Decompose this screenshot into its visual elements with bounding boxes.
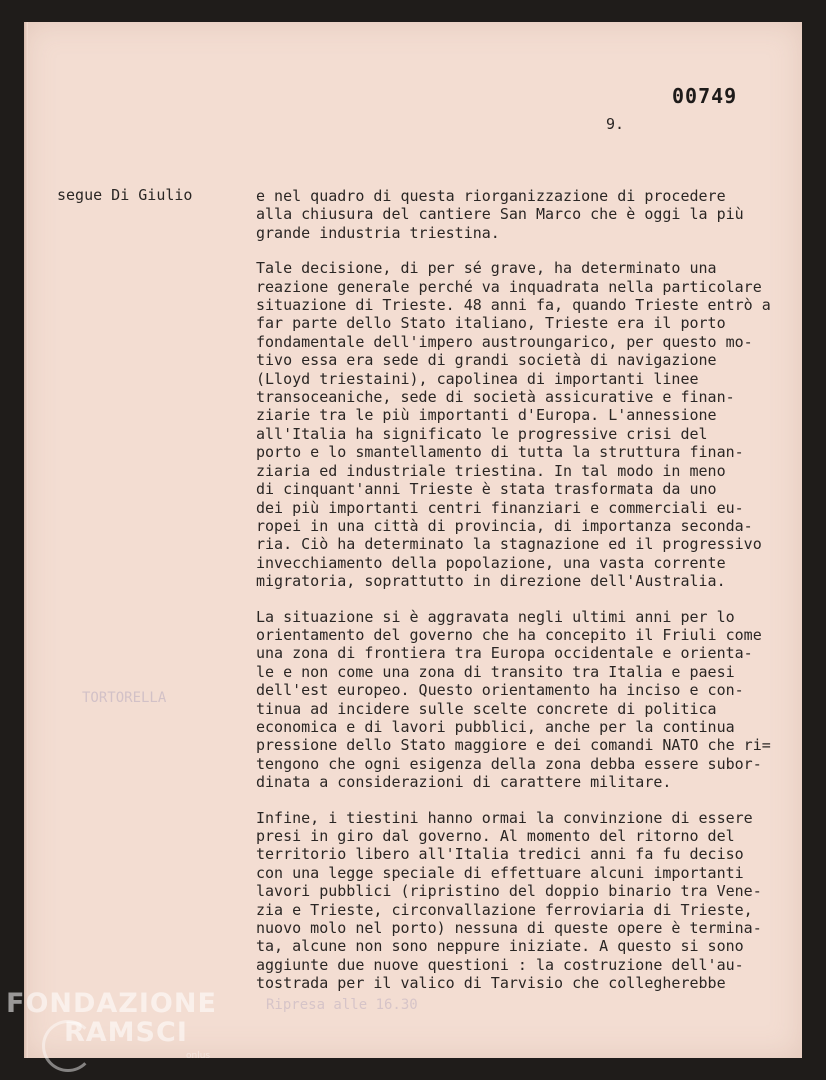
text-line: reazione generale perché va inquadrata nella particolare <box>256 277 762 296</box>
text-line: fondamentale dell'impero austroungarico, per questo mo- <box>256 332 753 351</box>
speaker-label: segue Di Giulio <box>57 186 193 204</box>
text-line: alla chiusura del cantiere San Marco che è oggi la più <box>256 205 744 224</box>
document-number: 00749 <box>672 84 738 108</box>
text-line: migratoria, soprattutto in direzione dell'Australia. <box>256 572 726 591</box>
text-line: aggiunte due nuove questioni : la costruzione dell'au- <box>256 955 744 974</box>
paragraph <box>256 809 816 993</box>
text-line: situazione di Trieste. 48 anni fa, quando Trieste entrò a <box>256 296 771 315</box>
text-line: La situazione si è aggravata negli ultimi anni per lo <box>256 607 735 626</box>
text-line: tostrada per il valico di Tarvisio che collegherebbe <box>256 974 726 993</box>
text-line: presi in giro dal governo. Al momento del ritorno del <box>256 827 735 845</box>
text-line: le e non come una zona di transito tra Italia e paesi <box>256 662 735 681</box>
text-line: ta, alcune non sono neppure iniziate. A questo si sono <box>256 937 744 956</box>
text-line: dinata a considerazioni di carattere militare. <box>256 773 672 792</box>
text-line: ziarie tra le più importanti d'Europa. L'annessione <box>256 406 717 425</box>
text-line: Tale decisione, di per sé grave, ha determinato una <box>256 259 717 278</box>
page-number: 9. <box>606 115 625 133</box>
text-line: una zona di frontiera tra Europa occidentale e orienta- <box>256 644 753 663</box>
paper-edge <box>24 22 28 1058</box>
watermark-g-icon <box>42 1020 94 1072</box>
text-line: tinua ad incidere sulle scelte concrete di politica <box>256 699 717 718</box>
text-line: tengono che ogni esigenza della zona debba essere subor- <box>256 754 762 773</box>
text-line: (Lloyd triestaini), capolinea di importanti linee <box>256 369 699 388</box>
text-line: ziaria ed industriale triestina. In tal modo in meno <box>256 461 726 480</box>
text-line: transoceaniche, sede di società assicurative e finan- <box>256 388 735 407</box>
faint-footer-note: Ripresa alle 16.30 <box>266 997 418 1013</box>
text-line: dell'est europeo. Questo orientamento ha inciso e con- <box>256 681 744 700</box>
text-line: invecchiamento della popolazione, una vasta corrente <box>256 553 726 572</box>
text-line: ria. Ciò ha determinato la stagnazione ed il progressivo <box>256 535 762 554</box>
text-line: Infine, i tiestini hanno ormai la convinzione di essere <box>256 808 753 827</box>
text-line: e nel quadro di questa riorganizzazione di procedere <box>256 187 726 205</box>
text-line: dei più importanti centri finanziari e commerciali eu- <box>256 498 744 517</box>
text-line: nuovo molo nel porto) nessuna di queste opere è termina- <box>256 919 762 938</box>
text-line: lavori pubblici (ripristino del doppio binario tra Vene- <box>256 882 762 901</box>
paragraph <box>256 259 816 590</box>
text-line: zia e Trieste, circonvallazione ferroviaria di Trieste, <box>256 900 753 919</box>
faint-margin-name: TORTORELLA <box>82 690 167 706</box>
text-line: grande industria triestina. <box>256 223 500 242</box>
watermark-line-1: FONDAZIONE <box>6 988 217 1019</box>
paragraph <box>256 187 816 242</box>
watermark-small: onlus <box>186 1051 211 1061</box>
text-line: tivo essa era sede di grandi società di navigazione <box>256 351 717 370</box>
text-line: pressione dello Stato maggiore e dei comandi NATO che ri= <box>256 736 771 755</box>
transcript-body <box>256 187 816 1010</box>
text-line: porto e lo smantellamento di tutta la struttura finan- <box>256 443 744 462</box>
text-line: territorio libero all'Italia tredici anni fa fu deciso <box>256 845 744 864</box>
paragraph <box>256 608 816 792</box>
text-line: far parte dello Stato italiano, Trieste era il porto <box>256 314 726 333</box>
watermark-logo <box>6 988 217 1061</box>
text-line: ropei in una città di provincia, di importanza seconda- <box>256 516 753 535</box>
watermark-line-2: RAMSCI <box>64 1017 188 1048</box>
text-line: all'Italia ha significato le progressive crisi del <box>256 424 708 443</box>
text-line: orientamento del governo che ha concepito il Friuli come <box>256 625 762 644</box>
text-line: di cinquant'anni Trieste è stata trasformata da uno <box>256 480 717 499</box>
text-line: con una legge speciale di effettuare alcuni importanti <box>256 863 744 882</box>
text-line: economica e di lavori pubblici, anche per la continua <box>256 717 735 736</box>
